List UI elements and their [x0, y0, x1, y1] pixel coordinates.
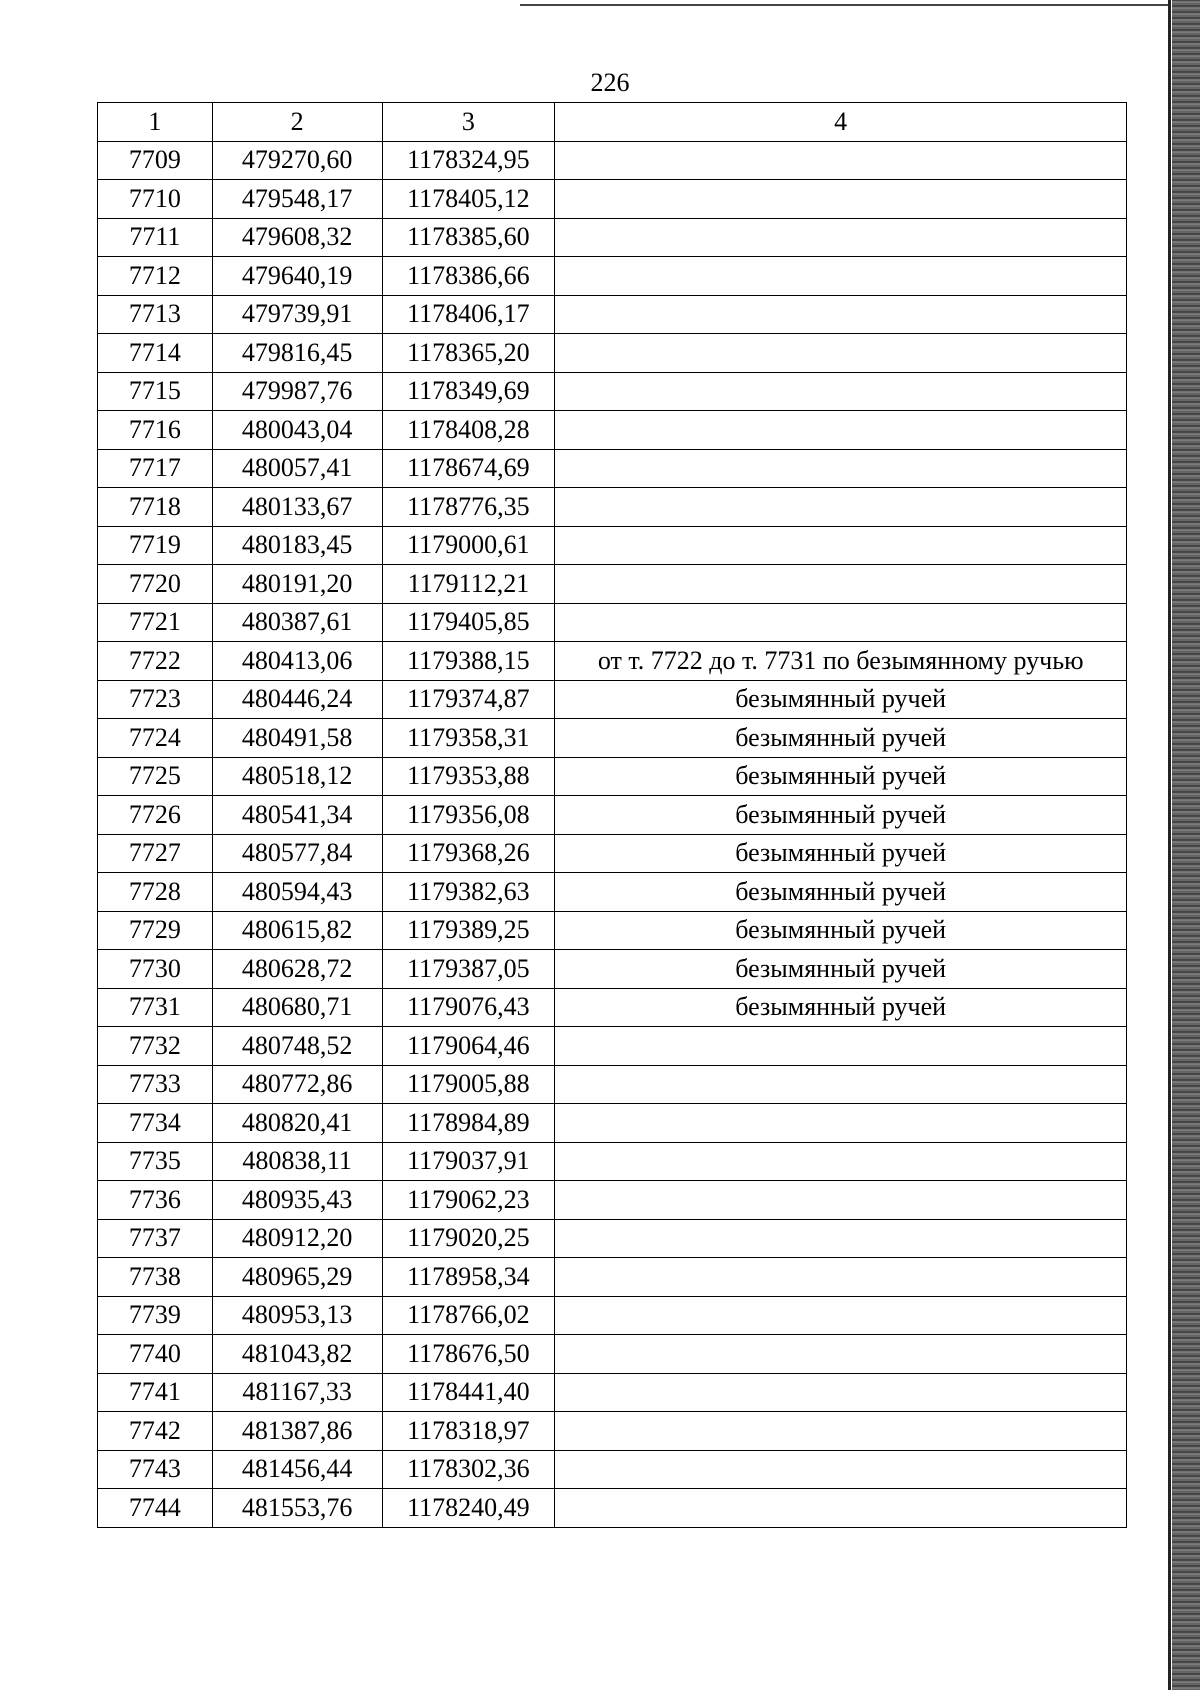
y-coordinate-cell: 1179000,61	[382, 526, 555, 565]
scan-right-border	[1168, 0, 1171, 1690]
y-coordinate-cell: 1178318,97	[382, 1412, 555, 1451]
y-coordinate-cell: 1178776,35	[382, 488, 555, 527]
x-coordinate-cell: 481167,33	[212, 1373, 382, 1412]
point-number-cell: 7743	[98, 1450, 213, 1489]
description-cell	[555, 1181, 1127, 1220]
description-cell	[555, 1489, 1127, 1528]
table-row	[98, 988, 1127, 1027]
description-cell	[555, 218, 1127, 257]
page-number: 226	[590, 68, 630, 97]
y-coordinate-cell: 1179405,85	[382, 603, 555, 642]
table-row	[98, 950, 1127, 989]
x-coordinate-cell: 481387,86	[212, 1412, 382, 1451]
y-coordinate-cell: 1179382,63	[382, 873, 555, 912]
column-header-3: 3	[382, 103, 555, 142]
y-coordinate-cell: 1178676,50	[382, 1335, 555, 1374]
point-number-cell: 7711	[98, 218, 213, 257]
x-coordinate-cell: 479640,19	[212, 257, 382, 296]
description-cell: безымянный ручей	[555, 873, 1127, 912]
y-coordinate-cell: 1178385,60	[382, 218, 555, 257]
table-row	[98, 1142, 1127, 1181]
description-cell	[555, 603, 1127, 642]
column-header-4: 4	[555, 103, 1127, 142]
description-cell	[555, 1450, 1127, 1489]
description-cell: безымянный ручей	[555, 757, 1127, 796]
x-coordinate-cell: 480133,67	[212, 488, 382, 527]
description-cell	[555, 526, 1127, 565]
y-coordinate-cell: 1179062,23	[382, 1181, 555, 1220]
description-cell	[555, 295, 1127, 334]
point-number-cell: 7734	[98, 1104, 213, 1143]
description-cell	[555, 180, 1127, 219]
y-coordinate-cell: 1179356,08	[382, 796, 555, 835]
y-coordinate-cell: 1179020,25	[382, 1219, 555, 1258]
table-row	[98, 757, 1127, 796]
table-row	[98, 218, 1127, 257]
table-row	[98, 1219, 1127, 1258]
description-cell: безымянный ручей	[555, 950, 1127, 989]
x-coordinate-cell: 480965,29	[212, 1258, 382, 1297]
x-coordinate-cell: 480615,82	[212, 911, 382, 950]
x-coordinate-cell: 479270,60	[212, 141, 382, 180]
point-number-cell: 7739	[98, 1296, 213, 1335]
x-coordinate-cell: 480518,12	[212, 757, 382, 796]
table-row	[98, 488, 1127, 527]
point-number-cell: 7710	[98, 180, 213, 219]
table-row	[98, 372, 1127, 411]
point-number-cell: 7721	[98, 603, 213, 642]
y-coordinate-cell: 1179387,05	[382, 950, 555, 989]
description-cell	[555, 1065, 1127, 1104]
scan-top-border	[520, 4, 1170, 6]
x-coordinate-cell: 479608,32	[212, 218, 382, 257]
description-cell: безымянный ручей	[555, 680, 1127, 719]
description-cell	[555, 1296, 1127, 1335]
description-cell: безымянный ручей	[555, 719, 1127, 758]
x-coordinate-cell: 479816,45	[212, 334, 382, 373]
point-number-cell: 7713	[98, 295, 213, 334]
table-row	[98, 141, 1127, 180]
point-number-cell: 7719	[98, 526, 213, 565]
table-row	[98, 680, 1127, 719]
table-row	[98, 911, 1127, 950]
point-number-cell: 7735	[98, 1142, 213, 1181]
y-coordinate-cell: 1179076,43	[382, 988, 555, 1027]
y-coordinate-cell: 1178405,12	[382, 180, 555, 219]
point-number-cell: 7729	[98, 911, 213, 950]
point-number-cell: 7732	[98, 1027, 213, 1066]
y-coordinate-cell: 1178958,34	[382, 1258, 555, 1297]
y-coordinate-cell: 1179353,88	[382, 757, 555, 796]
point-number-cell: 7722	[98, 642, 213, 681]
y-coordinate-cell: 1178674,69	[382, 449, 555, 488]
point-number-cell: 7715	[98, 372, 213, 411]
x-coordinate-cell: 480628,72	[212, 950, 382, 989]
x-coordinate-cell: 480953,13	[212, 1296, 382, 1335]
description-cell	[555, 1142, 1127, 1181]
y-coordinate-cell: 1178365,20	[382, 334, 555, 373]
table-body	[98, 141, 1127, 1527]
x-coordinate-cell: 481553,76	[212, 1489, 382, 1528]
y-coordinate-cell: 1179374,87	[382, 680, 555, 719]
table-row	[98, 1296, 1127, 1335]
table-row	[98, 334, 1127, 373]
x-coordinate-cell: 479987,76	[212, 372, 382, 411]
x-coordinate-cell: 480772,86	[212, 1065, 382, 1104]
description-cell	[555, 257, 1127, 296]
table-row	[98, 873, 1127, 912]
point-number-cell: 7742	[98, 1412, 213, 1451]
x-coordinate-cell: 480594,43	[212, 873, 382, 912]
table-header-row	[98, 103, 1127, 142]
column-header-1: 1	[98, 103, 213, 142]
y-coordinate-cell: 1179358,31	[382, 719, 555, 758]
description-cell	[555, 411, 1127, 450]
x-coordinate-cell: 480912,20	[212, 1219, 382, 1258]
table-row	[98, 1450, 1127, 1489]
x-coordinate-cell: 480191,20	[212, 565, 382, 604]
point-number-cell: 7716	[98, 411, 213, 450]
point-number-cell: 7736	[98, 1181, 213, 1220]
table-row	[98, 1258, 1127, 1297]
x-coordinate-cell: 480935,43	[212, 1181, 382, 1220]
description-cell: безымянный ручей	[555, 834, 1127, 873]
table-row	[98, 411, 1127, 450]
point-number-cell: 7730	[98, 950, 213, 989]
x-coordinate-cell: 479739,91	[212, 295, 382, 334]
description-cell	[555, 1373, 1127, 1412]
x-coordinate-cell: 480043,04	[212, 411, 382, 450]
x-coordinate-cell: 480838,11	[212, 1142, 382, 1181]
description-cell	[555, 1335, 1127, 1374]
y-coordinate-cell: 1178984,89	[382, 1104, 555, 1143]
scan-edge-shadow	[1172, 0, 1200, 1690]
y-coordinate-cell: 1178441,40	[382, 1373, 555, 1412]
y-coordinate-cell: 1178324,95	[382, 141, 555, 180]
x-coordinate-cell: 480413,06	[212, 642, 382, 681]
x-coordinate-cell: 480680,71	[212, 988, 382, 1027]
table-row	[98, 1027, 1127, 1066]
table-row	[98, 1335, 1127, 1374]
table-row	[98, 796, 1127, 835]
table-row	[98, 449, 1127, 488]
description-cell: от т. 7722 до т. 7731 по безымянному ручью	[555, 642, 1127, 681]
point-number-cell: 7726	[98, 796, 213, 835]
y-coordinate-cell: 1179037,91	[382, 1142, 555, 1181]
description-cell	[555, 488, 1127, 527]
y-coordinate-cell: 1179112,21	[382, 565, 555, 604]
point-number-cell: 7717	[98, 449, 213, 488]
y-coordinate-cell: 1178240,49	[382, 1489, 555, 1528]
x-coordinate-cell: 481043,82	[212, 1335, 382, 1374]
x-coordinate-cell: 480057,41	[212, 449, 382, 488]
description-cell	[555, 565, 1127, 604]
y-coordinate-cell: 1178386,66	[382, 257, 555, 296]
point-number-cell: 7728	[98, 873, 213, 912]
point-number-cell: 7731	[98, 988, 213, 1027]
x-coordinate-cell: 479548,17	[212, 180, 382, 219]
table-row	[98, 1181, 1127, 1220]
description-cell	[555, 1219, 1127, 1258]
x-coordinate-cell: 480541,34	[212, 796, 382, 835]
table-row	[98, 719, 1127, 758]
description-cell	[555, 1027, 1127, 1066]
description-cell: безымянный ручей	[555, 796, 1127, 835]
description-cell	[555, 372, 1127, 411]
description-cell	[555, 1104, 1127, 1143]
description-cell	[555, 141, 1127, 180]
y-coordinate-cell: 1178302,36	[382, 1450, 555, 1489]
y-coordinate-cell: 1178349,69	[382, 372, 555, 411]
y-coordinate-cell: 1178766,02	[382, 1296, 555, 1335]
point-number-cell: 7725	[98, 757, 213, 796]
x-coordinate-cell: 480387,61	[212, 603, 382, 642]
x-coordinate-cell: 480491,58	[212, 719, 382, 758]
point-number-cell: 7727	[98, 834, 213, 873]
point-number-cell: 7738	[98, 1258, 213, 1297]
table-row	[98, 1104, 1127, 1143]
point-number-cell: 7712	[98, 257, 213, 296]
point-number-cell: 7740	[98, 1335, 213, 1374]
y-coordinate-cell: 1179064,46	[382, 1027, 555, 1066]
table-row	[98, 257, 1127, 296]
point-number-cell: 7718	[98, 488, 213, 527]
point-number-cell: 7724	[98, 719, 213, 758]
x-coordinate-cell: 481456,44	[212, 1450, 382, 1489]
table-row	[98, 1065, 1127, 1104]
description-cell: безымянный ручей	[555, 988, 1127, 1027]
x-coordinate-cell: 480748,52	[212, 1027, 382, 1066]
point-number-cell: 7737	[98, 1219, 213, 1258]
description-cell: безымянный ручей	[555, 911, 1127, 950]
coordinates-table	[97, 102, 1127, 1528]
column-header-2: 2	[212, 103, 382, 142]
description-cell	[555, 449, 1127, 488]
y-coordinate-cell: 1179005,88	[382, 1065, 555, 1104]
point-number-cell: 7723	[98, 680, 213, 719]
table-row	[98, 565, 1127, 604]
point-number-cell: 7714	[98, 334, 213, 373]
point-number-cell: 7741	[98, 1373, 213, 1412]
table-row	[98, 180, 1127, 219]
x-coordinate-cell: 480577,84	[212, 834, 382, 873]
table-row	[98, 1489, 1127, 1528]
x-coordinate-cell: 480820,41	[212, 1104, 382, 1143]
table-row	[98, 834, 1127, 873]
table-row	[98, 642, 1127, 681]
table-row	[98, 603, 1127, 642]
y-coordinate-cell: 1179388,15	[382, 642, 555, 681]
point-number-cell: 7709	[98, 141, 213, 180]
y-coordinate-cell: 1179389,25	[382, 911, 555, 950]
x-coordinate-cell: 480183,45	[212, 526, 382, 565]
y-coordinate-cell: 1179368,26	[382, 834, 555, 873]
y-coordinate-cell: 1178408,28	[382, 411, 555, 450]
table-row	[98, 295, 1127, 334]
point-number-cell: 7720	[98, 565, 213, 604]
table-row	[98, 526, 1127, 565]
description-cell	[555, 1258, 1127, 1297]
x-coordinate-cell: 480446,24	[212, 680, 382, 719]
description-cell	[555, 1412, 1127, 1451]
point-number-cell: 7744	[98, 1489, 213, 1528]
table-row	[98, 1373, 1127, 1412]
y-coordinate-cell: 1178406,17	[382, 295, 555, 334]
table-row	[98, 1412, 1127, 1451]
description-cell	[555, 334, 1127, 373]
point-number-cell: 7733	[98, 1065, 213, 1104]
